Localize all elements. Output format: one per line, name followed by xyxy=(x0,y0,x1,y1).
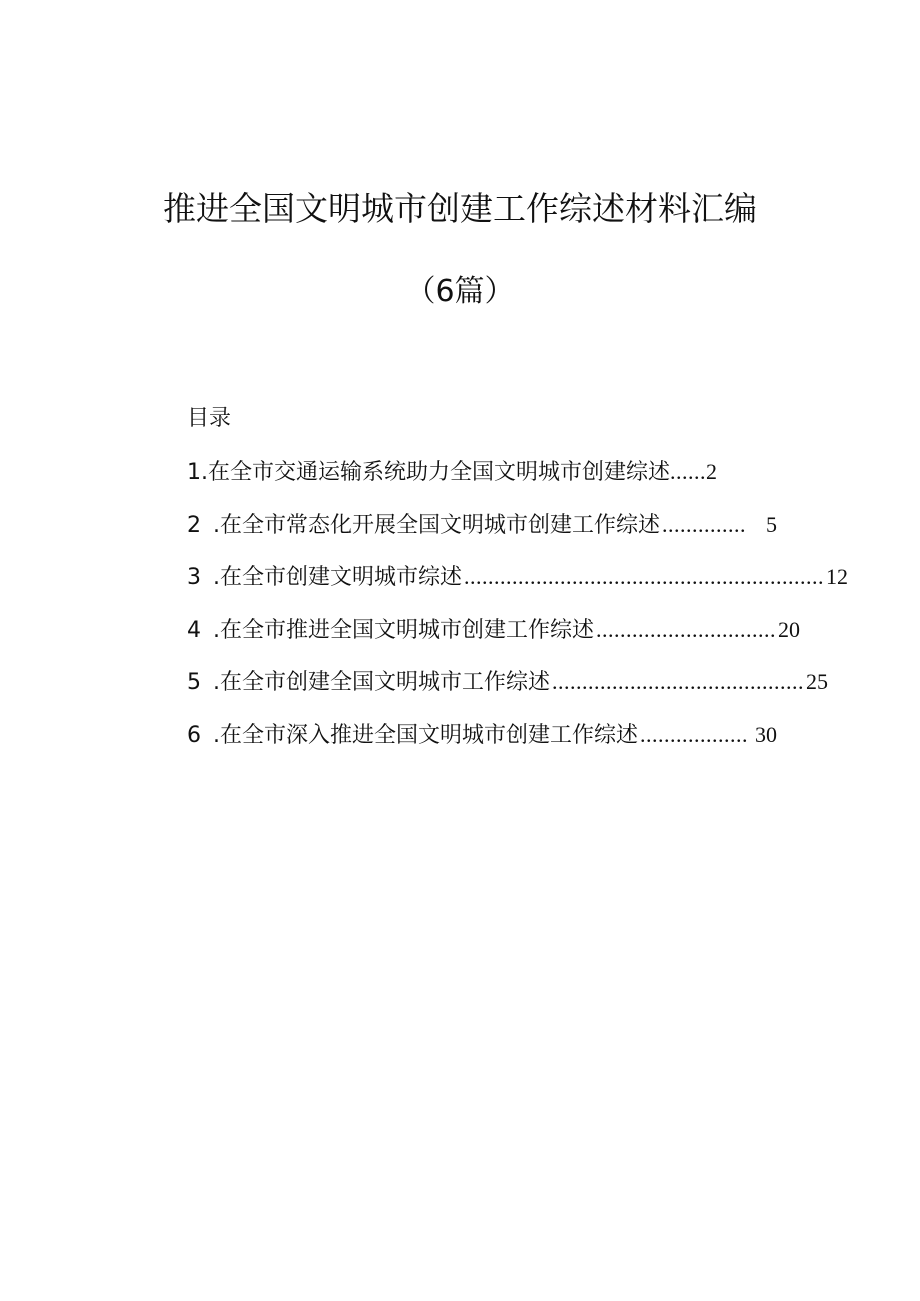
toc-entry-title: .在全市常态化开展全国文明城市创建工作综述 xyxy=(213,512,660,538)
document-subtitle: （6篇） xyxy=(405,274,515,309)
toc-dot-leader: .............................. xyxy=(596,616,776,642)
toc-entry-page: 2 xyxy=(706,459,717,484)
toc-entry-title: .在全市创建全国文明城市工作综述 xyxy=(213,670,550,696)
toc-entry-4 xyxy=(187,610,800,663)
toc-entry-6 xyxy=(187,715,777,768)
toc-entry-page: 12 xyxy=(826,564,848,590)
toc-dot-leader: ...... xyxy=(670,459,706,484)
toc-entry-3 xyxy=(187,557,848,610)
toc-entry-title: .在全市交通运输系统助力全国文明城市创建综述 xyxy=(201,460,670,485)
toc-entry-2 xyxy=(187,505,777,558)
toc-entry-title: .在全市深入推进全国文明城市创建工作综述 xyxy=(213,722,638,748)
toc-heading: 目录 xyxy=(187,406,232,431)
toc-entry-5 xyxy=(187,662,828,715)
toc-entry-page: 20 xyxy=(778,616,800,642)
toc-entry-page: 5 xyxy=(766,511,777,537)
toc-entry-number: 3 xyxy=(187,565,201,591)
toc-entry-page: 25 xyxy=(806,669,828,695)
toc-dot-leader: .............. xyxy=(662,511,746,537)
toc-dot-leader: .......................................... xyxy=(552,669,804,695)
toc-entry-page: 30 xyxy=(755,721,777,747)
toc-entry-title: .在全市推进全国文明城市创建工作综述 xyxy=(213,617,594,643)
toc-entry-number: 6 xyxy=(187,722,201,748)
table-of-contents xyxy=(187,452,848,768)
toc-entry-number: 5 xyxy=(187,670,201,696)
toc-entry-number: 1 xyxy=(187,460,201,485)
toc-entry-1 xyxy=(187,452,747,505)
toc-entry-title: .在全市创建文明城市综述 xyxy=(213,565,462,591)
toc-dot-leader: .................. xyxy=(640,721,748,747)
toc-entry-number: 2 xyxy=(187,512,201,538)
document-title: 推进全国文明城市创建工作综述材料汇编 xyxy=(163,189,757,228)
toc-entry-number: 4 xyxy=(187,617,201,643)
toc-dot-leader: ............................................................ xyxy=(464,564,824,590)
